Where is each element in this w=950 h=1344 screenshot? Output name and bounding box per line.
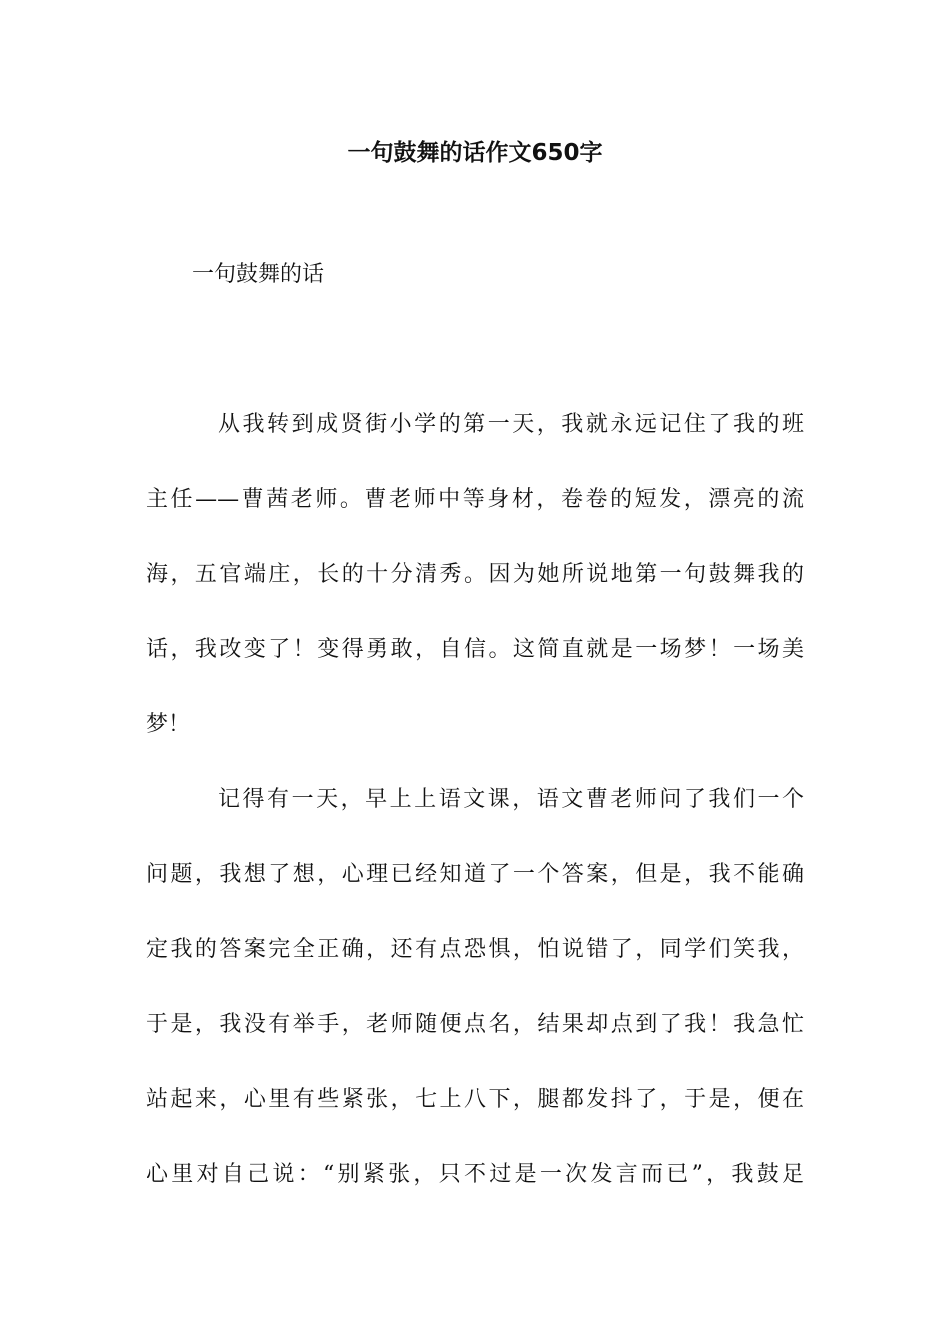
paragraph-line: 心里对自己说：“别紧张，只不过是一次发言而已”，我鼓足: [146, 1162, 804, 1187]
paragraph-line: 于是，我没有举手，老师随便点名，结果却点到了我！我急忙: [146, 1012, 804, 1037]
document-subtitle: 一句鼓舞的话: [192, 262, 325, 287]
paragraph-line: 从我转到成贤街小学的第一天，我就永远记住了我的班: [218, 412, 804, 437]
paragraph-line: 梦！: [146, 712, 191, 737]
paragraph-line: 站起来，心里有些紧张，七上八下，腿都发抖了，于是，便在: [146, 1087, 804, 1112]
paragraph-line: 主任——曹茜老师。曹老师中等身材，卷卷的短发，漂亮的流: [146, 487, 804, 512]
paragraph-line: 话，我改变了！变得勇敢，自信。这简直就是一场梦！一场美: [146, 637, 804, 662]
document-title: 一句鼓舞的话作文650字: [347, 140, 603, 166]
paragraph-line: 记得有一天，早上上语文课，语文曹老师问了我们一个: [218, 787, 804, 812]
paragraph-line: 海，五官端庄，长的十分清秀。因为她所说地第一句鼓舞我的: [146, 562, 804, 587]
paragraph-line: 定我的答案完全正确，还有点恐惧，怕说错了，同学们笑我，: [146, 937, 804, 962]
paragraph-line: 问题，我想了想，心理已经知道了一个答案，但是，我不能确: [146, 862, 804, 887]
